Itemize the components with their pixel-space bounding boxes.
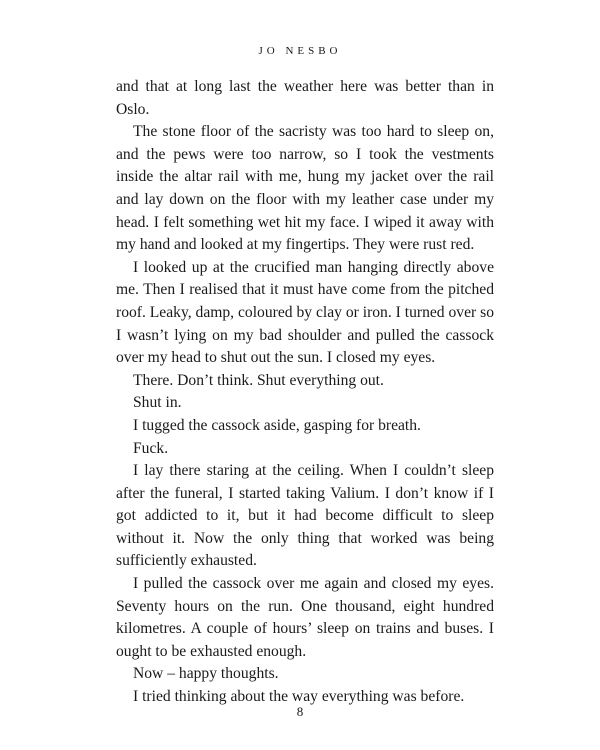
paragraph: I tried thinking about the way everything was before. bbox=[133, 688, 465, 706]
running-head-author: JO NESBO bbox=[258, 45, 342, 57]
paragraph: I tugged the cassock aside, gasping for breath. bbox=[133, 416, 421, 434]
paragraph: There. Don’t think. Shut everything out. bbox=[133, 371, 384, 389]
paragraph: and that at long last the weather here was better than in Oslo. bbox=[116, 78, 494, 118]
paragraph: The stone floor of the sacristy was too hard to sleep on, and the pews were too narrow, so I took the vestments inside the altar rail with me, hung my jacket over the rail and lay down on the floor with my leather case under my head. I felt something wet hit my face. I wiped it away with my hand and looked at my fingertips. They were rust red. bbox=[116, 123, 494, 254]
paragraph: Fuck. bbox=[133, 439, 169, 457]
body-text bbox=[116, 76, 494, 709]
paragraph: Now – happy thoughts. bbox=[133, 665, 279, 683]
paragraph: I lay there staring at the ceiling. When I couldn’t sleep after the funeral, I started taking Valium. I don’t know if I got addicted to it, but it had become difficult to sleep without it. Now the only thing that worked was being sufficiently exhausted. bbox=[116, 462, 494, 570]
paragraph: I pulled the cassock over me again and closed my eyes. Seventy hours on the run. One thousand, eight hundred kilometres. A couple of hours’ sleep on trains and buses. I ought to be exhausted enough. bbox=[116, 575, 494, 660]
page-number: 8 bbox=[296, 704, 304, 719]
paragraph: I looked up at the crucified man hanging directly above me. Then I realised that it must have come from the pitched roof. Leaky, damp, coloured by clay or iron. I turned over so I wasn’t lying on my bad shoulder and pulled the cassock over my head to shut out the sun. I closed my eyes. bbox=[116, 258, 494, 367]
paragraph: Shut in. bbox=[133, 394, 182, 412]
